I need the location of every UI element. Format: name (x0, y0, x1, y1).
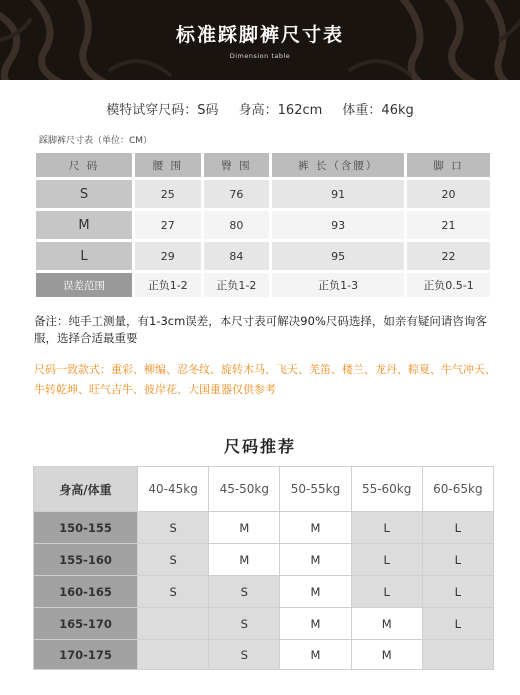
tolerance-label: 误差范围 (36, 273, 132, 297)
table-cell: 91 (272, 180, 404, 208)
table-cell: S (209, 608, 280, 640)
table-cell (422, 640, 493, 670)
recommend-table-header (34, 467, 494, 512)
table-cell: M (209, 512, 280, 544)
banner-subtitle: Dimension table (229, 52, 291, 60)
table-cell: M (280, 576, 351, 608)
height-range: 160-165 (34, 576, 138, 608)
header-cell: 臀 围 (204, 153, 270, 177)
table-cell: M (280, 544, 351, 576)
recommend-title: 尺码推荐 (223, 437, 296, 456)
table-cell: S (138, 576, 209, 608)
header-cell: 裤 长（含腰） (272, 153, 404, 177)
unit-label: 踩脚裤尺寸表（单位：CM） (39, 136, 153, 146)
size-table (33, 150, 493, 300)
table-cell: M (209, 544, 280, 576)
header-cell: 尺 码 (36, 153, 132, 177)
table-cell: 正负1-2 (135, 273, 201, 297)
size-label: L (36, 242, 132, 270)
table-cell: S (138, 512, 209, 544)
header-cell: 40-45kg (138, 467, 209, 512)
header-cell: 55-60kg (351, 467, 422, 512)
table-cell: 25 (135, 180, 201, 208)
model-info (0, 99, 520, 118)
header-cell: 腰 围 (135, 153, 201, 177)
table-cell: 正负0.5-1 (407, 273, 490, 297)
table-cell: S (209, 576, 280, 608)
table-cell: 21 (407, 211, 490, 239)
table-cell: L (351, 544, 422, 576)
height-range: 165-170 (34, 608, 138, 640)
table-cell: L (351, 576, 422, 608)
header-cell: 60-65kg (422, 467, 493, 512)
table-cell (138, 640, 209, 670)
table-cell: 正负1-2 (204, 273, 270, 297)
table-row (34, 544, 494, 576)
model-height: 身高：162cm (238, 103, 323, 118)
table-cell: M (351, 640, 422, 670)
table-cell: 80 (204, 211, 270, 239)
table-row (34, 608, 494, 640)
table-row (34, 576, 494, 608)
height-range: 150-155 (34, 512, 138, 544)
table-cell: 正负1-3 (272, 273, 404, 297)
table-cell: M (280, 608, 351, 640)
table-cell: M (280, 640, 351, 670)
measurement-note: 备注：纯手工测量，有1-3cm误差，本尺寸表可解决90%尺码选择，如亲有疑问请咨询客服，选择合适最重要 (34, 314, 487, 345)
table-row (36, 180, 490, 208)
table-cell: L (422, 576, 493, 608)
height-range: 170-175 (34, 640, 138, 670)
table-cell: 95 (272, 242, 404, 270)
header-cell: 45-50kg (209, 467, 280, 512)
table-row (36, 211, 490, 239)
header-cell: 身高/体重 (34, 467, 138, 512)
height-range: 155-160 (34, 544, 138, 576)
header-cell: 50-55kg (280, 467, 351, 512)
table-row (34, 640, 494, 670)
table-cell: L (351, 512, 422, 544)
header-banner (0, 0, 520, 80)
table-cell: L (422, 544, 493, 576)
table-cell: S (209, 640, 280, 670)
table-cell: 20 (407, 180, 490, 208)
size-table-header (36, 153, 490, 177)
size-label: M (36, 211, 132, 239)
table-cell: 84 (204, 242, 270, 270)
table-cell: M (351, 608, 422, 640)
table-cell: 93 (272, 211, 404, 239)
recommend-table (33, 466, 494, 670)
table-row (34, 512, 494, 544)
table-cell: 29 (135, 242, 201, 270)
banner-title: 标准踩脚裤尺寸表 (175, 24, 344, 46)
table-cell: L (422, 512, 493, 544)
model-weight: 体重：46kg (342, 103, 414, 118)
table-cell: S (138, 544, 209, 576)
model-size: 模特试穿尺码：S码 (106, 103, 219, 118)
table-cell: 27 (135, 211, 201, 239)
table-cell: 22 (407, 242, 490, 270)
size-label: S (36, 180, 132, 208)
table-cell: 76 (204, 180, 270, 208)
table-row (36, 242, 490, 270)
table-cell: L (422, 608, 493, 640)
table-cell (138, 608, 209, 640)
table-row (36, 273, 490, 297)
table-cell: M (280, 512, 351, 544)
same-size-styles-note: 尺码一致款式：重彩、柳编、忍冬纹、旋转木马、飞天、羌笛、楼兰、龙丹、粽夏、牛气冲天、牛转乾坤、旺气吉牛、彼岸花、大国重器仅供参考 (34, 363, 496, 396)
header-cell: 脚 口 (407, 153, 490, 177)
